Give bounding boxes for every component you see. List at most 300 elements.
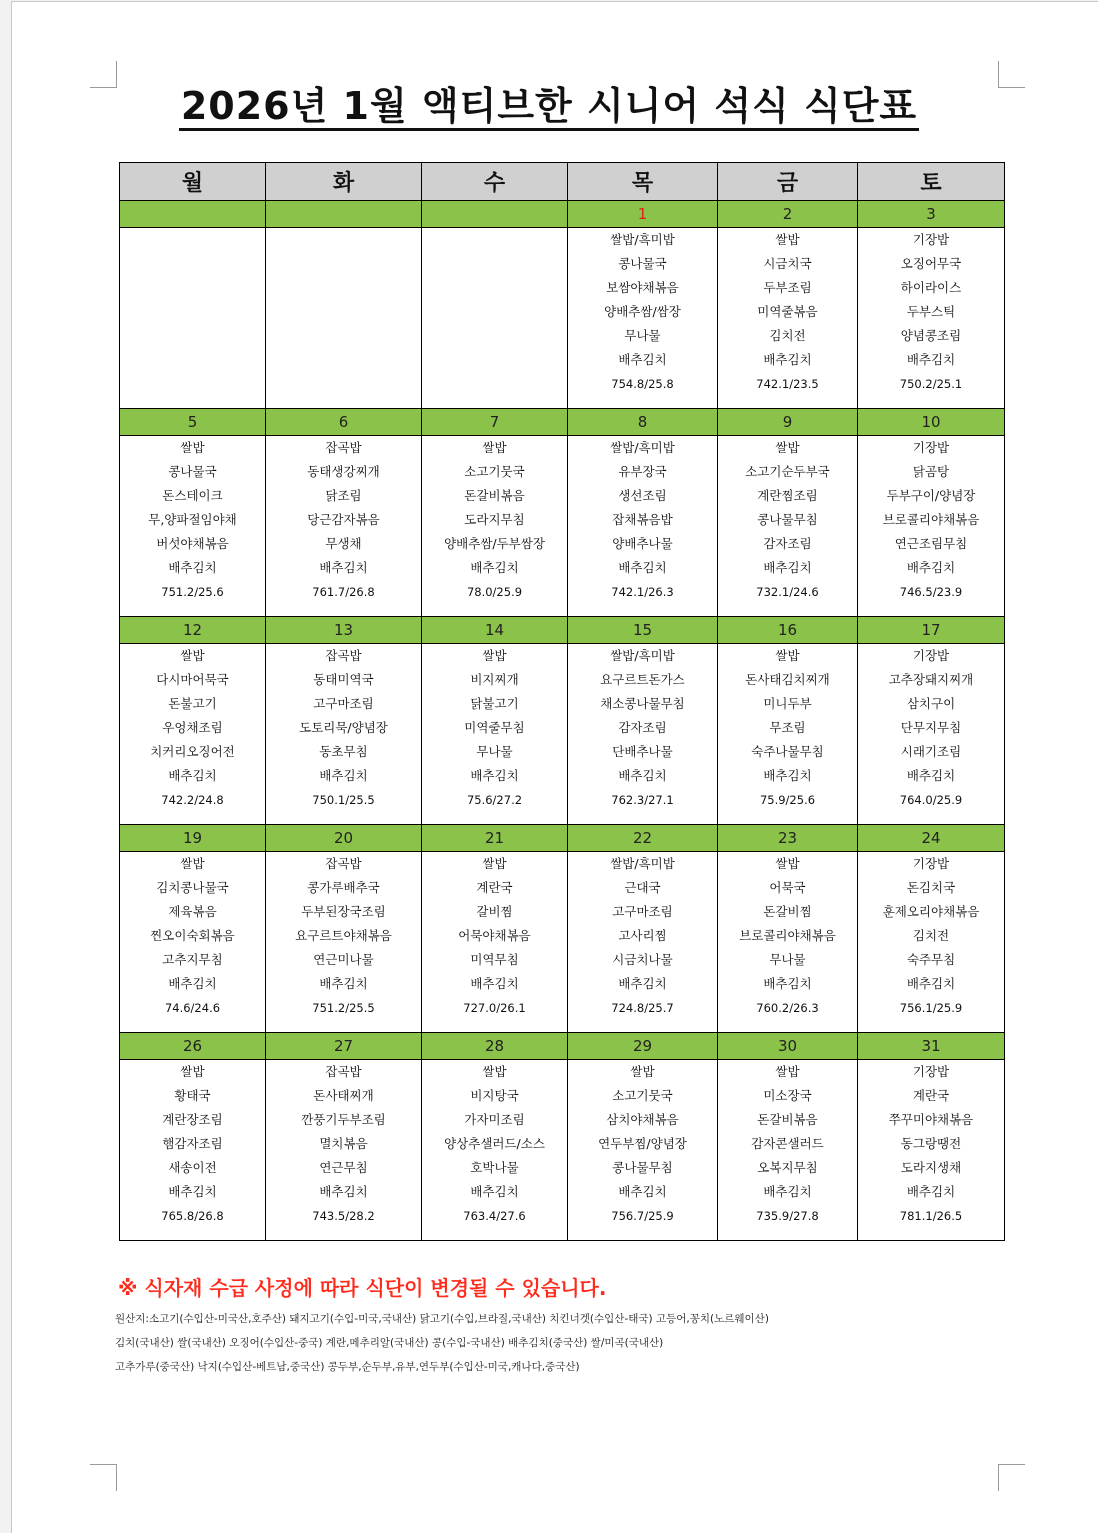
date-cell: 26 <box>120 1033 266 1060</box>
date-cell: 27 <box>266 1033 422 1060</box>
menu-item: 두부조림 <box>763 280 812 295</box>
menu-item: 오복지무침 <box>757 1160 818 1175</box>
menu-item: 배추김치 <box>319 976 368 991</box>
menu-item: 무나물 <box>476 744 513 759</box>
menu-item: 배추김치 <box>168 1184 217 1199</box>
nutrition-value: 743.5/28.2 <box>312 1209 375 1223</box>
menu-item: 우엉채조림 <box>162 720 223 735</box>
menu-item: 가자미조림 <box>464 1112 525 1127</box>
menu-cell <box>120 228 266 409</box>
dow-header-sat: 토 <box>858 163 1005 201</box>
menu-item: 양상추샐러드/소스 <box>444 1136 545 1151</box>
menu-item: 돈사태찌개 <box>313 1088 374 1103</box>
menu-list <box>858 852 1004 1020</box>
date-row <box>120 617 1005 644</box>
menu-item: 동그랑땡전 <box>900 1136 962 1151</box>
date-cell: 19 <box>120 825 266 852</box>
menu-item: 쌀밥 <box>482 856 507 871</box>
menu-item: 기장밥 <box>912 232 950 247</box>
nutrition-value: 762.3/27.1 <box>611 793 674 807</box>
menu-item: 하이라이스 <box>900 280 962 295</box>
menu-item: 고구마조림 <box>612 904 673 919</box>
menu-item: 닭조림 <box>325 488 362 503</box>
dow-header-mon: 월 <box>120 163 266 201</box>
menu-item: 쌀밥 <box>180 648 205 663</box>
menu-list <box>568 436 717 604</box>
menu-list <box>422 436 567 604</box>
menu-item: 쌀밥/흑미밥 <box>610 856 675 871</box>
menu-item: 잡곡밥 <box>325 648 362 663</box>
menu-item: 쌀밥/흑미밥 <box>610 648 675 663</box>
menu-item: 햄감자조림 <box>162 1136 223 1151</box>
menu-item: 삼치구이 <box>906 696 956 711</box>
menu-cell <box>422 644 568 825</box>
origin-line-1: 원산지:소고기(수입산-미국산,호주산) 돼지고기(수입-미국,국내산) 닭고기(수입,브라질,국내산) 치킨너겟(수입산-태국) 고등어,꽁치(노르웨이산) <box>115 1313 769 1325</box>
menu-item: 쌀밥 <box>180 856 205 871</box>
date-cell: 16 <box>718 617 858 644</box>
menu-item: 배추김치 <box>906 768 956 783</box>
nutrition-value: 742.1/23.5 <box>756 377 819 391</box>
menu-item: 미소장국 <box>763 1088 812 1103</box>
menu-item: 쌀밥 <box>775 1064 800 1079</box>
menu-item: 쌀밥 <box>482 440 507 455</box>
menu-item: 쌀밥 <box>482 1064 507 1079</box>
menu-row <box>120 436 1005 617</box>
menu-cell <box>266 228 422 409</box>
menu-item: 호박나물 <box>470 1160 519 1175</box>
menu-item: 돈갈비볶음 <box>464 488 525 503</box>
menu-item: 배추김치 <box>470 976 519 991</box>
menu-cell <box>266 1060 422 1241</box>
date-cell: 2 <box>718 201 858 228</box>
menu-item: 돈김치국 <box>906 880 956 895</box>
menu-list <box>422 852 567 1020</box>
date-cell: 5 <box>120 409 266 436</box>
menu-item: 돈스테이크 <box>162 488 223 503</box>
menu-item: 배추김치 <box>763 768 812 783</box>
menu-item: 배추김치 <box>618 560 667 575</box>
menu-item: 김치콩나물국 <box>156 880 229 895</box>
nutrition-value: 742.1/26.3 <box>611 585 674 599</box>
menu-item: 닭불고기 <box>470 696 519 711</box>
menu-item: 숙주나물무침 <box>751 744 824 759</box>
menu-cell <box>120 436 266 617</box>
menu-cell <box>858 644 1005 825</box>
menu-item: 무,양파절임야채 <box>148 512 237 527</box>
menu-item: 숙주무침 <box>906 952 956 967</box>
menu-item: 미역무침 <box>470 952 519 967</box>
menu-item: 깐풍기두부조림 <box>301 1112 386 1127</box>
menu-cell <box>718 1060 858 1241</box>
menu-item: 기장밥 <box>912 648 950 663</box>
menu-list <box>568 1060 717 1228</box>
nutrition-value: 742.2/24.8 <box>161 793 224 807</box>
date-cell: 10 <box>858 409 1005 436</box>
menu-list <box>568 228 717 396</box>
menu-list <box>120 644 265 812</box>
menu-list <box>858 228 1004 396</box>
nutrition-value: 764.0/25.9 <box>899 793 963 807</box>
dow-header-thu: 목 <box>568 163 718 201</box>
nutrition-value: 724.8/25.7 <box>611 1001 674 1015</box>
menu-item: 시금치나물 <box>612 952 673 967</box>
nutrition-value: 727.0/26.1 <box>463 1001 526 1015</box>
menu-cell <box>266 436 422 617</box>
menu-row <box>120 644 1005 825</box>
origin-line-2: 김치(국내산) 쌀(국내산) 오징어(수입산-중국) 계란,메추리알(국내산) 콩(수입-국내산) 배추김치(중국산) 쌀/미곡(국내산) <box>115 1337 664 1349</box>
menu-item: 돈갈비찜 <box>763 904 812 919</box>
menu-item: 고추지무침 <box>162 952 223 967</box>
menu-cell <box>718 436 858 617</box>
nutrition-value: 754.8/25.8 <box>611 377 674 391</box>
menu-item: 브로콜리야채볶음 <box>739 928 836 943</box>
menu-item: 동태생강찌개 <box>307 464 380 479</box>
nutrition-value: 732.1/24.6 <box>756 585 819 599</box>
menu-item: 잡곡밥 <box>325 1064 362 1079</box>
page-title-text: 2026년 1월 액티브한 시니어 석식 식단표 <box>179 84 919 131</box>
menu-item: 쌀밥 <box>775 232 800 247</box>
date-cell: 6 <box>266 409 422 436</box>
menu-item: 기장밥 <box>912 440 950 455</box>
menu-item: 김치전 <box>769 328 806 343</box>
menu-item: 버섯야채볶음 <box>156 536 229 551</box>
page-title <box>0 84 1098 131</box>
date-row <box>120 825 1005 852</box>
menu-cell <box>718 228 858 409</box>
menu-item: 비지탕국 <box>470 1088 519 1103</box>
menu-item: 배추김치 <box>618 976 667 991</box>
menu-item: 잡곡밥 <box>325 856 362 871</box>
menu-item: 배추김치 <box>906 352 956 367</box>
menu-cell <box>858 436 1005 617</box>
menu-item: 비지찌개 <box>470 672 519 687</box>
menu-item: 소고기뭇국 <box>612 1088 673 1103</box>
menu-item: 쭈꾸미야채볶음 <box>888 1112 974 1127</box>
menu-list <box>718 852 857 1020</box>
menu-item: 동태미역국 <box>313 672 374 687</box>
date-cell: 1 <box>568 201 718 228</box>
date-cell: 15 <box>568 617 718 644</box>
nutrition-value: 750.1/25.5 <box>312 793 375 807</box>
menu-item: 생선조림 <box>618 488 667 503</box>
menu-item: 무생채 <box>325 536 362 551</box>
menu-item: 계란찜조림 <box>757 488 818 503</box>
day-of-week-header-row <box>120 163 1005 201</box>
menu-item: 시래기조림 <box>900 744 962 759</box>
menu-item: 연두부찜/양념장 <box>598 1136 687 1151</box>
date-cell: 8 <box>568 409 718 436</box>
menu-item: 기장밥 <box>912 856 950 871</box>
menu-item: 잡채볶음밥 <box>612 512 673 527</box>
menu-item: 도토리묵/양념장 <box>299 720 388 735</box>
date-cell: 9 <box>718 409 858 436</box>
menu-item: 돈불고기 <box>168 696 217 711</box>
menu-item: 소고기순두부국 <box>745 464 830 479</box>
menu-row <box>120 228 1005 409</box>
menu-cell <box>422 436 568 617</box>
menu-item: 배추김치 <box>168 560 217 575</box>
menu-item: 갈비찜 <box>476 904 513 919</box>
nutrition-value: 735.9/27.8 <box>756 1209 819 1223</box>
menu-list <box>120 436 265 604</box>
date-cell: 7 <box>422 409 568 436</box>
menu-item: 고사리찜 <box>618 928 667 943</box>
menu-item: 단무지무침 <box>900 720 962 735</box>
menu-cell <box>568 228 718 409</box>
menu-item: 배추김치 <box>470 1184 519 1199</box>
date-cell <box>422 201 568 228</box>
menu-item: 요구르트돈가스 <box>600 672 685 687</box>
menu-item: 배추김치 <box>168 768 217 783</box>
date-cell: 20 <box>266 825 422 852</box>
menu-item: 브로콜리야채볶음 <box>882 512 980 527</box>
menu-item: 쌀밥 <box>180 1064 205 1079</box>
menu-item: 계란국 <box>912 1088 950 1103</box>
menu-item: 배추김치 <box>763 352 812 367</box>
menu-item: 양배추나물 <box>612 536 673 551</box>
menu-item: 콩나물무침 <box>612 1160 673 1175</box>
nutrition-value: 78.0/25.9 <box>466 585 523 599</box>
menu-item: 감자콘샐러드 <box>751 1136 824 1151</box>
date-cell: 24 <box>858 825 1005 852</box>
menu-item: 계란국 <box>476 880 513 895</box>
menu-item: 양배추쌈/쌈장 <box>604 304 681 319</box>
menu-item: 배추김치 <box>618 768 667 783</box>
menu-list <box>858 1060 1004 1228</box>
menu-list <box>266 436 421 604</box>
menu-list <box>718 228 857 396</box>
date-cell: 30 <box>718 1033 858 1060</box>
date-row <box>120 201 1005 228</box>
menu-item: 배추김치 <box>906 976 956 991</box>
nutrition-value: 756.1/25.9 <box>899 1001 963 1015</box>
menu-item: 콩가루배추국 <box>307 880 380 895</box>
menu-item: 채소콩나물무침 <box>600 696 685 711</box>
menu-cell <box>120 852 266 1033</box>
menu-item: 유부장국 <box>618 464 667 479</box>
menu-cell <box>422 852 568 1033</box>
menu-item: 연근무침 <box>319 1160 368 1175</box>
nutrition-value: 75.9/25.6 <box>759 793 816 807</box>
menu-cell <box>266 852 422 1033</box>
menu-item: 미역줄볶음 <box>757 304 818 319</box>
date-cell: 17 <box>858 617 1005 644</box>
date-cell: 14 <box>422 617 568 644</box>
menu-item: 두부된장국조림 <box>301 904 386 919</box>
menu-item: 콩나물국 <box>168 464 217 479</box>
menu-item: 배추김치 <box>763 560 812 575</box>
menu-item: 계란장조림 <box>162 1112 223 1127</box>
menu-cell <box>422 1060 568 1241</box>
menu-change-notice: ※ 식자재 수급 사정에 따라 식단이 변경될 수 있습니다. <box>118 1276 607 1300</box>
menu-item: 기장밥 <box>912 1064 950 1079</box>
menu-item: 요구르트야채볶음 <box>295 928 392 943</box>
date-cell: 3 <box>858 201 1005 228</box>
date-cell: 13 <box>266 617 422 644</box>
menu-item: 쌀밥/흑미밥 <box>610 440 675 455</box>
menu-item: 감자조림 <box>763 536 812 551</box>
menu-item: 닭곰탕 <box>912 464 950 479</box>
menu-item: 단배추나물 <box>612 744 673 759</box>
menu-item: 돈사태김치찌개 <box>745 672 830 687</box>
date-cell: 29 <box>568 1033 718 1060</box>
menu-list <box>568 852 717 1020</box>
menu-item: 새송이전 <box>168 1160 217 1175</box>
menu-item: 감자조림 <box>618 720 667 735</box>
menu-item: 쌀밥 <box>180 440 205 455</box>
nutrition-value: 756.7/25.9 <box>611 1209 674 1223</box>
menu-item: 배추김치 <box>763 1184 812 1199</box>
menu-list <box>568 644 717 812</box>
menu-item: 배추김치 <box>618 1184 667 1199</box>
menu-item: 김치전 <box>912 928 950 943</box>
menu-item: 잡곡밥 <box>325 440 362 455</box>
meal-calendar-table <box>119 162 1005 1241</box>
menu-cell <box>120 644 266 825</box>
menu-item: 돈갈비볶음 <box>757 1112 818 1127</box>
menu-cell <box>120 1060 266 1241</box>
menu-cell <box>568 436 718 617</box>
nutrition-value: 751.2/25.5 <box>312 1001 375 1015</box>
menu-item: 두부스틱 <box>906 304 956 319</box>
menu-list <box>422 644 567 812</box>
menu-item: 배추김치 <box>763 976 812 991</box>
menu-item: 무나물 <box>769 952 806 967</box>
menu-list <box>422 1060 567 1228</box>
menu-item: 배추김치 <box>319 560 368 575</box>
dow-header-tue: 화 <box>266 163 422 201</box>
date-row <box>120 409 1005 436</box>
nutrition-value: 74.6/24.6 <box>164 1001 221 1015</box>
calendar-body <box>120 201 1005 1241</box>
date-row <box>120 1033 1005 1060</box>
menu-cell <box>568 644 718 825</box>
menu-item: 배추김치 <box>470 768 519 783</box>
menu-item: 배추김치 <box>168 976 217 991</box>
menu-item: 미니두부 <box>763 696 812 711</box>
menu-item: 두부구이/양념장 <box>886 488 976 503</box>
date-cell: 21 <box>422 825 568 852</box>
nutrition-value: 781.1/26.5 <box>899 1209 963 1223</box>
nutrition-value: 751.2/25.6 <box>161 585 224 599</box>
menu-cell <box>858 1060 1005 1241</box>
menu-item: 미역줄무침 <box>464 720 525 735</box>
menu-item: 소고기뭇국 <box>464 464 525 479</box>
date-cell <box>120 201 266 228</box>
menu-item: 쌀밥 <box>482 648 507 663</box>
date-cell: 12 <box>120 617 266 644</box>
menu-item: 어묵야채볶음 <box>458 928 531 943</box>
menu-item: 훈제오리야채볶음 <box>882 904 980 919</box>
menu-item: 당근감자볶음 <box>307 512 380 527</box>
menu-item: 치커리오징어전 <box>150 744 235 759</box>
nutrition-value: 746.5/23.9 <box>899 585 963 599</box>
menu-item: 쌀밥/흑미밥 <box>610 232 675 247</box>
menu-item: 배추김치 <box>906 1184 956 1199</box>
origin-line-3: 고추가루(중국산) 낙지(수입산-베트남,중국산) 콩두부,순두부,유부,연두부(수입산-미국,캐나다,중국산) <box>115 1361 580 1373</box>
menu-item: 고추장돼지찌개 <box>888 672 974 687</box>
menu-list <box>858 436 1004 604</box>
date-cell: 22 <box>568 825 718 852</box>
menu-item: 시금치국 <box>763 256 812 271</box>
menu-item: 양배추쌈/두부쌈장 <box>444 536 545 551</box>
nutrition-value: 765.8/26.8 <box>161 1209 224 1223</box>
menu-cell <box>266 644 422 825</box>
menu-cell <box>858 852 1005 1033</box>
nutrition-value: 760.2/26.3 <box>756 1001 819 1015</box>
menu-item: 도라지생채 <box>900 1160 962 1175</box>
menu-list <box>718 644 857 812</box>
menu-item: 배추김치 <box>319 1184 368 1199</box>
menu-item: 무나물 <box>624 328 661 343</box>
menu-item: 연근미나물 <box>313 952 374 967</box>
date-cell <box>266 201 422 228</box>
menu-item: 삼치야채볶음 <box>606 1112 679 1127</box>
menu-cell <box>718 852 858 1033</box>
date-cell: 31 <box>858 1033 1005 1060</box>
nutrition-value: 763.4/27.6 <box>463 1209 526 1223</box>
menu-item: 연근조림무침 <box>894 536 968 551</box>
menu-cell <box>568 852 718 1033</box>
menu-item: 멸치볶음 <box>319 1136 368 1151</box>
menu-list <box>718 1060 857 1228</box>
menu-item: 쌀밥 <box>775 856 800 871</box>
date-cell: 28 <box>422 1033 568 1060</box>
menu-item: 무조림 <box>769 720 806 735</box>
menu-list <box>266 852 421 1020</box>
menu-list <box>718 436 857 604</box>
menu-item: 배추김치 <box>470 560 519 575</box>
menu-item: 제육볶음 <box>168 904 217 919</box>
menu-item: 콩나물국 <box>618 256 667 271</box>
nutrition-value: 761.7/26.8 <box>312 585 375 599</box>
menu-item: 배추김치 <box>906 560 956 575</box>
menu-cell <box>568 1060 718 1241</box>
menu-item: 배추김치 <box>618 352 667 367</box>
menu-list <box>120 1060 265 1228</box>
dow-header-fri: 금 <box>718 163 858 201</box>
menu-cell <box>422 228 568 409</box>
menu-item: 양념콩조림 <box>900 328 962 343</box>
menu-item: 동초무침 <box>319 744 368 759</box>
menu-item: 오징어무국 <box>900 256 962 271</box>
nutrition-value: 75.6/27.2 <box>466 793 523 807</box>
menu-item: 콩나물무침 <box>757 512 818 527</box>
menu-item: 어묵국 <box>769 880 806 895</box>
crop-mark-bottom-left <box>90 1464 117 1491</box>
menu-item: 쌀밥 <box>775 440 800 455</box>
menu-item: 황태국 <box>174 1088 211 1103</box>
menu-item: 쌀밥 <box>630 1064 655 1079</box>
menu-item: 다시마어묵국 <box>156 672 229 687</box>
menu-cell <box>858 228 1005 409</box>
menu-list <box>120 852 265 1020</box>
menu-item: 쌀밥 <box>775 648 800 663</box>
menu-item: 보쌈야채볶음 <box>606 280 679 295</box>
menu-row <box>120 852 1005 1033</box>
menu-item: 고구마조림 <box>313 696 374 711</box>
nutrition-value: 750.2/25.1 <box>899 377 963 391</box>
menu-cell <box>718 644 858 825</box>
menu-item: 배추김치 <box>319 768 368 783</box>
menu-item: 도라지무침 <box>464 512 525 527</box>
menu-row <box>120 1060 1005 1241</box>
dow-header-wed: 수 <box>422 163 568 201</box>
menu-list <box>858 644 1004 812</box>
menu-item: 근대국 <box>624 880 661 895</box>
menu-item: 찐오이숙회볶음 <box>150 928 235 943</box>
menu-list <box>266 644 421 812</box>
